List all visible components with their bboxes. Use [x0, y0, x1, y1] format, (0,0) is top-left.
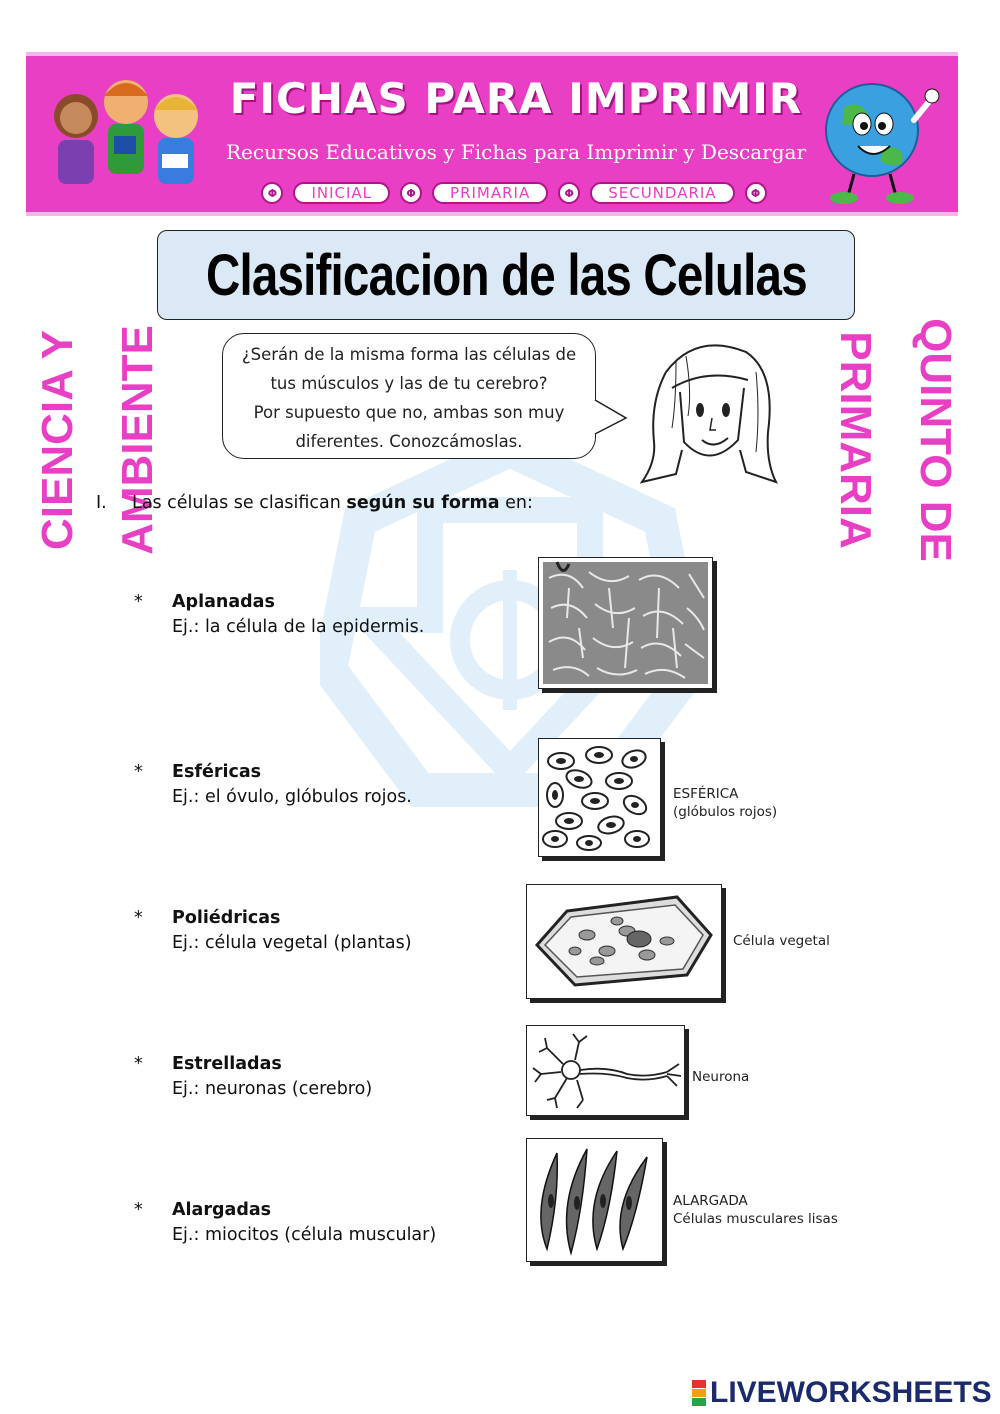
item-name: Esféricas	[172, 762, 262, 782]
nav-badge-icon: Φ	[745, 182, 767, 204]
nav-badge-icon: Φ	[261, 182, 283, 204]
caption-line: Células musculares lisas	[673, 1211, 838, 1227]
item-example: Ej.: célula vegetal (plantas)	[172, 933, 412, 953]
girl-drawing-icon	[636, 332, 786, 492]
liveworksheets-logo-icon	[692, 1380, 706, 1406]
bubble-line: tus músculos y las de tu cerebro?	[270, 374, 548, 393]
section-text-bold: según su forma	[346, 493, 500, 513]
bullet: *	[134, 762, 143, 782]
speech-bubble	[222, 333, 596, 459]
image-caption	[673, 1192, 838, 1228]
header-banner	[26, 52, 958, 216]
plant-cell-image	[526, 884, 722, 999]
image-caption	[733, 932, 830, 950]
bullet: *	[134, 592, 143, 612]
nav-badge-icon: Φ	[558, 182, 580, 204]
caption-line: Neurona	[692, 1069, 750, 1085]
item-name: Aplanadas	[172, 592, 275, 612]
footer-brand-text: LIVEWORKSHEETS	[710, 1376, 992, 1409]
footer-brand[interactable]	[692, 1376, 992, 1410]
side-label-right: QUINTO DE PRIMARIA	[831, 318, 960, 562]
bullet: *	[134, 1054, 143, 1074]
item-name: Alargadas	[172, 1200, 272, 1220]
banner-subtitle: Recursos Educativos y Fichas para Imprimir y Descargar	[225, 140, 807, 164]
image-caption	[673, 785, 777, 821]
nav-primaria[interactable]: PRIMARIA	[432, 182, 548, 204]
bubble-line: ¿Serán de la misma forma las células de	[241, 345, 577, 364]
nav-badge-icon: Φ	[400, 182, 422, 204]
banner-title: FICHAS PARA IMPRIMIR	[229, 74, 803, 123]
caption-line: ESFÉRICA	[673, 786, 739, 802]
bubble-tail-icon	[590, 398, 630, 438]
item-example: Ej.: la célula de la epidermis.	[172, 617, 425, 637]
item-example: Ej.: miocitos (célula muscular)	[172, 1225, 437, 1245]
page-title: Clasificacion de las Celulas	[205, 242, 807, 308]
section-intro	[96, 493, 533, 513]
section-text-post: en:	[499, 493, 533, 513]
nav-inicial[interactable]: INICIAL	[293, 182, 390, 204]
section-text-pre: Las células se clasifican	[132, 493, 347, 513]
spherical-cells-image	[538, 738, 661, 857]
banner-nav	[214, 180, 814, 206]
children-illustration	[38, 64, 208, 204]
item-example: Ej.: el óvulo, glóbulos rojos.	[172, 787, 412, 807]
bubble-line: diferentes. Conozcámoslas.	[295, 432, 523, 451]
section-number: I.	[96, 493, 107, 513]
caption-line: (glóbulos rojos)	[673, 804, 778, 820]
muscle-cells-image	[526, 1138, 663, 1262]
image-caption	[692, 1068, 749, 1086]
item-name: Poliédricas	[172, 908, 281, 928]
nav-secundaria[interactable]: SECUNDARIA	[590, 182, 734, 204]
caption-line: ALARGADA	[673, 1193, 748, 1209]
globe-mascot-icon	[814, 68, 944, 208]
bullet: *	[134, 1200, 143, 1220]
flat-cells-image	[538, 557, 713, 689]
item-name: Estrelladas	[172, 1054, 282, 1074]
bullet: *	[134, 908, 143, 928]
caption-line: Célula vegetal	[733, 933, 830, 949]
item-example: Ej.: neuronas (cerebro)	[172, 1079, 373, 1099]
side-label-left: CIENCIA Y AMBIENTE	[33, 325, 162, 555]
title-box	[157, 230, 855, 320]
bubble-line: Por supuesto que no, ambas son muy	[253, 403, 565, 422]
neuron-image	[526, 1025, 685, 1116]
